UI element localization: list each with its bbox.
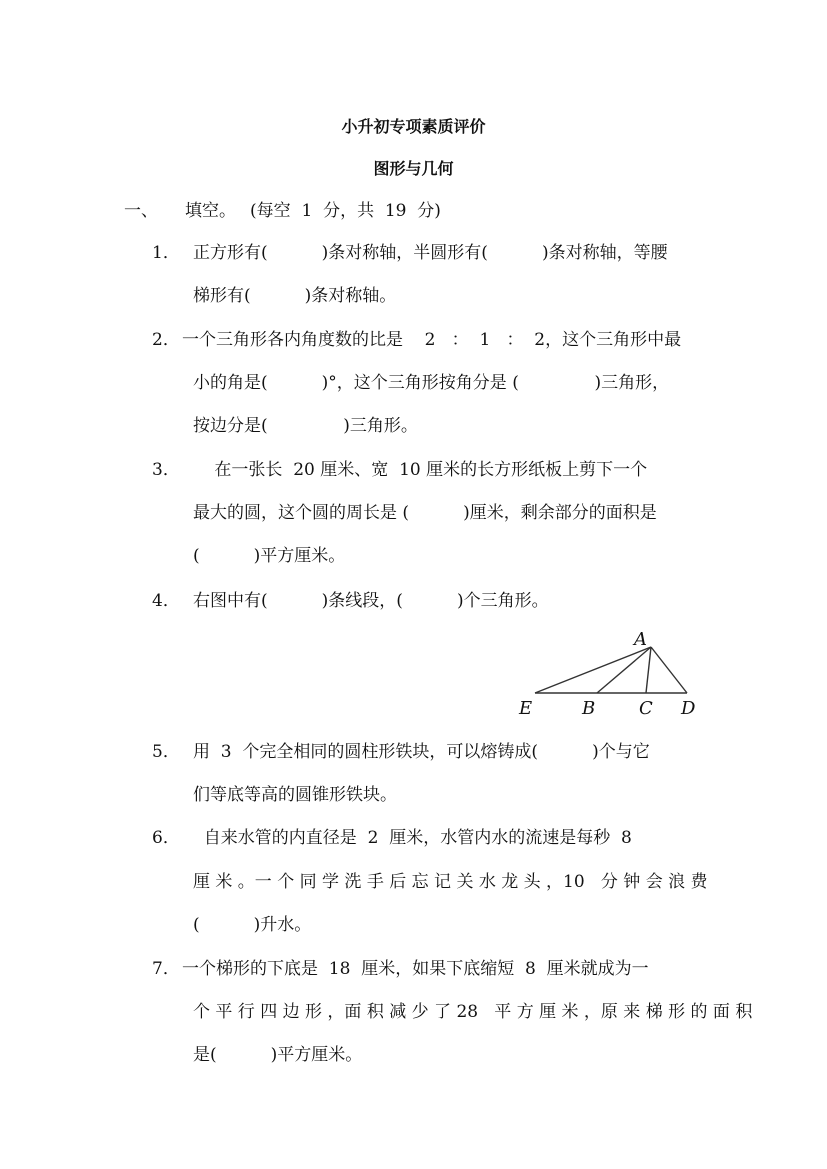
question-line: 正方形有( )条对称轴，半圆形有( )条对称轴，等腰 bbox=[193, 243, 668, 263]
label-A: A bbox=[634, 629, 647, 650]
label-E: E bbox=[519, 698, 533, 719]
label-B: B bbox=[582, 698, 596, 719]
question-line: 厘 米 。一 个 同 学 洗 手 后 忘 记 关 水 龙 头 ，10 分 钟 会 浪 费 bbox=[193, 872, 708, 892]
question-line: 小的角是( )°，这个三角形按角分是 ( )三角形， bbox=[193, 373, 670, 393]
question-number: 6． bbox=[152, 828, 180, 848]
page-title: 小升初专项素质评价 bbox=[341, 117, 486, 136]
question-line: 一个梯形的下底是 18 厘米，如果下底缩短 8 厘米就成为一 bbox=[182, 959, 649, 979]
question-line: ( )平方厘米。 bbox=[193, 546, 346, 566]
question-line: 右图中有( )条线段，( )个三角形。 bbox=[193, 591, 549, 611]
question-line: 一个三角形各内角度数的比是 2 ： 1 ： 2，这个三角形中最 bbox=[182, 330, 682, 350]
segment-AC bbox=[646, 647, 651, 693]
segment-AD bbox=[651, 647, 687, 693]
question-number: 4． bbox=[152, 591, 180, 611]
label-D: D bbox=[681, 698, 696, 719]
label-C: C bbox=[639, 698, 653, 719]
question-line: 是( )平方厘米。 bbox=[193, 1045, 363, 1065]
question-line: ( )升水。 bbox=[193, 915, 312, 935]
question-number: 7． bbox=[152, 959, 180, 979]
question-line: 在一张长 20 厘米、宽 10 厘米的长方形纸板上剪下一个 bbox=[182, 460, 648, 480]
triangle-figure bbox=[515, 625, 715, 725]
segment-AB bbox=[597, 647, 651, 693]
section-number: 一、 bbox=[124, 201, 158, 221]
question-line: 用 3 个完全相同的圆柱形铁块，可以熔铸成( )个与它 bbox=[193, 742, 650, 762]
question-line: 个 平 行 四 边 形 ，面 积 减 少 了 28 平 方 厘 米 ，原 来 梯 形 的 面 积 bbox=[193, 1002, 753, 1022]
question-line: 按边分是( )三角形。 bbox=[193, 416, 418, 436]
segment-AE bbox=[535, 647, 651, 693]
question-line: 自来水管的内直径是 2 厘米，水管内水的流速是每秒 8 bbox=[193, 828, 632, 848]
question-number: 5． bbox=[152, 742, 180, 762]
question-line: 梯形有( )条对称轴。 bbox=[193, 286, 397, 306]
question-line: 们等底等高的圆锥形铁块。 bbox=[193, 785, 397, 805]
question-number: 1． bbox=[152, 243, 180, 263]
question-line: 最大的圆，这个圆的周长是 ( )厘米，剩余部分的面积是 bbox=[193, 503, 657, 523]
question-number: 2． bbox=[152, 330, 180, 350]
section-note: (每空 1 分，共 19 分) bbox=[250, 201, 441, 221]
section-heading: 填空。 bbox=[185, 201, 236, 221]
page-subtitle: 图形与几何 bbox=[373, 159, 454, 178]
question-number: 3． bbox=[152, 460, 180, 480]
